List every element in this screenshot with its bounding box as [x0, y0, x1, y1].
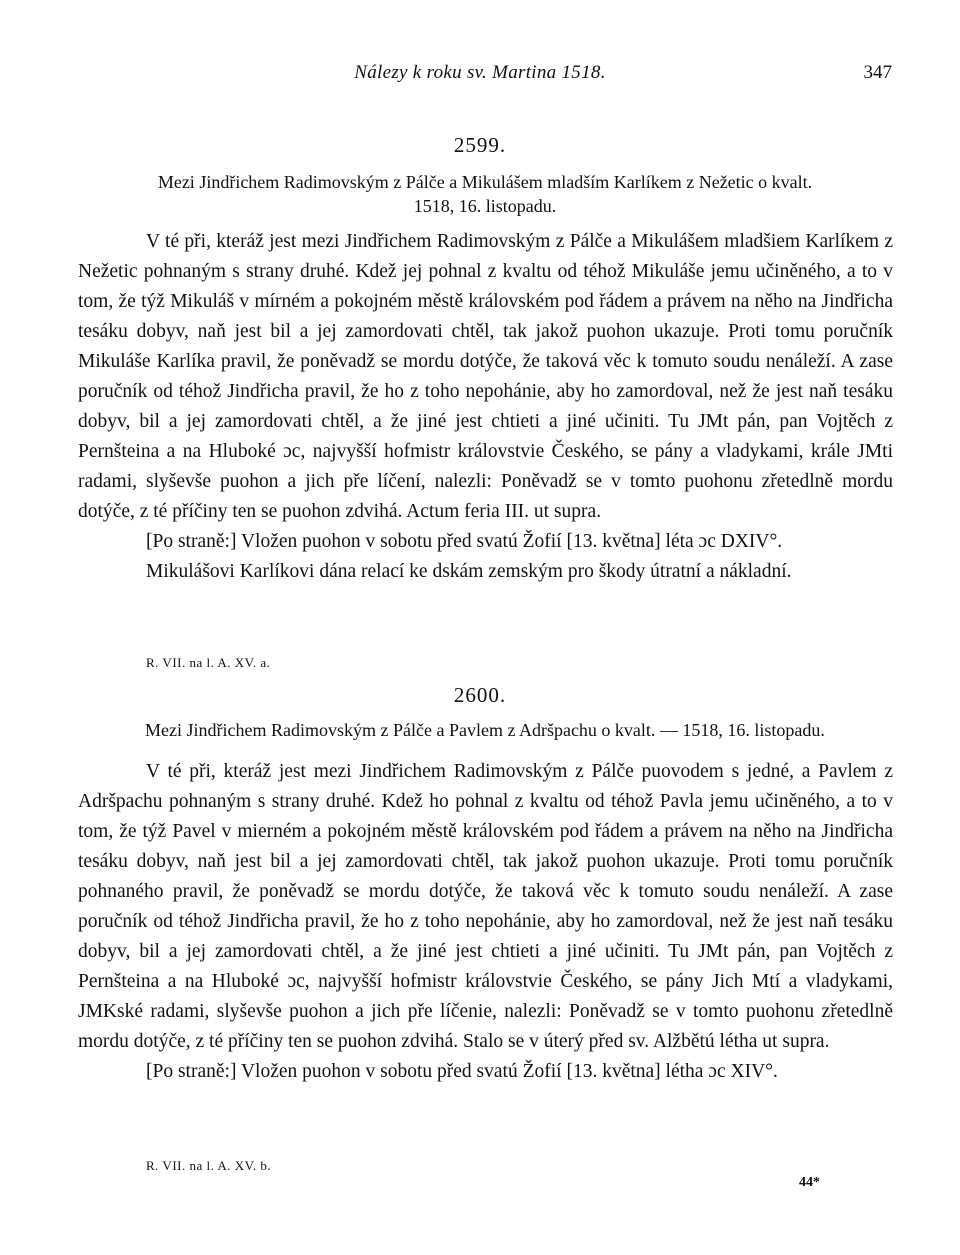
entry-heading-line: Mezi Jindřichem Radimovským z Pálče a Pavlem z Adršpachu o kvalt. — 1518, 16. listopadu.: [145, 720, 825, 740]
sheet-signature-mark: 44*: [799, 1175, 820, 1190]
archive-signature: R. VII. na l. A. XV. a.: [146, 655, 271, 670]
relation-note: Mikulášovi Karlíkovi dána relací ke dskám zemským pro škody útratní a nákladní.: [146, 561, 792, 582]
marginal-note: [Po straně:] Vložen puohon v sobotu před svatú Žofií [13. května] létha ɔc XIV°.: [146, 1061, 778, 1082]
archive-signature: R. VII. na l. A. XV. b.: [146, 1158, 272, 1173]
running-head: [0, 62, 960, 88]
entry-heading-line: Mezi Jindřichem Radimovským z Pálče a Mikulášem mladším Karlíkem z Nežetic o kvalt.: [157, 172, 813, 192]
entry-paragraph: V té při, kteráž jest mezi Jindřichem Radimovským z Pálče a Mikulášem mladšiem Karlíkem z Nežetic pohnaným s strany druhé. Kdež jej pohnal z kvaltu od téhož Mikuláše jemu učiněného, a to v tom, že týž Mikuláš v mírném a pokojném městě královském pod řádem a právem na něho na Jindřicha tesáku dobyv, naň jest bil a jej zamordovati chtěl, tak jakož puohon ukazuje. Proti tomu poručník Mikuláše Karlíka pravil, že poněvadž se mordu dotýče, že taková věc k tomuto soudu nenáleží. A zase poručník od téhož Jindřicha pravil, že ho z toho nepohánie, aby ho zamordoval, než že jest naň tesáku dobyv, bil a jej zamordovati chtěl, a že jiné jest chtieti a jiné učiniti. Tu JMt pán, pan Vojtěch z Pernšteina a na Hluboké ɔc, najvyšší hofmistr královstvie Českého, se pány a vladykami, krále JMti radami, slyševše puohon a jich pře líčení, nalezli: Poněvadž se v tomto puohonu zřetedlně mordu dotýče, z té příčiny ten se puohon zdvihá. Actum feria III. ut supra.: [78, 231, 893, 522]
page-number: 347: [863, 62, 892, 83]
entry-number: 2599.: [453, 133, 507, 157]
entry-heading: [90, 170, 880, 218]
entry-heading: [70, 718, 900, 742]
entry-number: 2600.: [453, 683, 507, 707]
entry-body: [78, 227, 893, 587]
running-title: Nálezy k roku sv. Martina 1518.: [354, 62, 606, 83]
entry-paragraph: V té při, kteráž jest mezi Jindřichem Radimovským z Pálče puovodem s jedné, a Pavlem z Adršpachu pohnaným s strany druhé. Kdež ho pohnal z kvaltu od téhož Pavla jemu učiněného, a to v tom, že týž Pavel v mierném a pokojném městě královském pod řádem a právem na něho na Jindřicha tesáku dobyv, naň jest bil a jej zamordovati chtěl, tak jakož puohon ukazuje. Proti tomu poručník pohnaného pravil, že poněvadž se mordu dotýče, že taková věc k tomuto soudu nenáleží. A zase poručník od téhož Jindřicha pravil, že ho z toho nepohánie, aby ho zamordoval, než že jest naň tesáku dobyv, bil a jej zamordovati chtěl, a že jiné jest chtieti a jiné učiniti. Tu JMt pán, pan Vojtěch z Pernšteina a na Hluboké ɔc, najvyšší hofmistr královstvie Českého, se pány Jich Mtí a vladykami, JMKské radami, slyševše puohon a jich pře líčenie, nalezli: Poněvadž se v tomto puohonu zřetedlně mordu dotýče, z té příčiny ten se puohon zdvihá. Stalo se v úterý před sv. Alžbětú létha ut supra.: [78, 761, 893, 1052]
entry-heading-date: 1518, 16. listopadu.: [413, 196, 557, 216]
marginal-note: [Po straně:] Vložen puohon v sobotu před svatú Žofií [13. května] léta ɔc DXIV°.: [146, 531, 783, 552]
entry-body: [78, 757, 893, 1087]
